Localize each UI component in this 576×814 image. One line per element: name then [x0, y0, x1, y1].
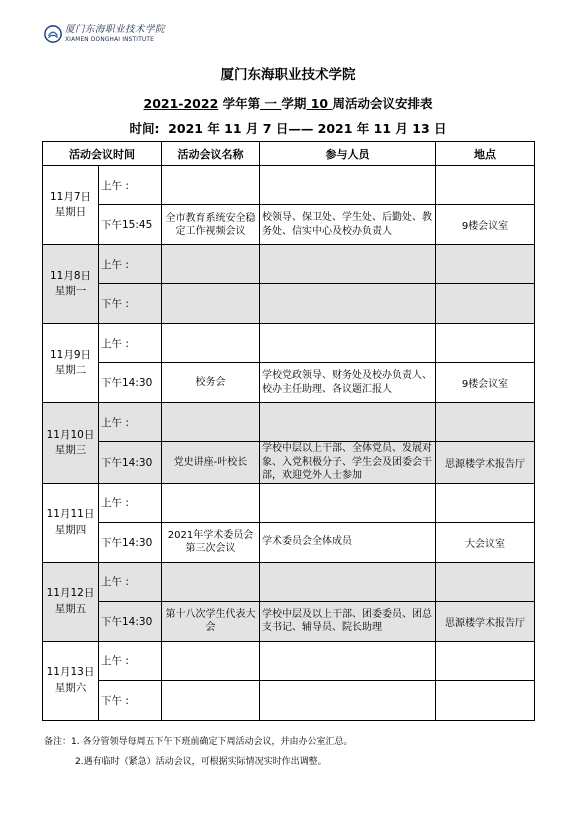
- header-time: 活动会议时间: [43, 142, 162, 166]
- academic-year: 2021-2022: [143, 96, 219, 111]
- afternoon-location: [436, 284, 535, 324]
- note-1: 备注：1. 各分管领导每周五下午下班前确定下周活动会议，并由办公室汇总。: [44, 737, 353, 747]
- schedule-subtitle: [0, 94, 576, 112]
- afternoon-location: [436, 680, 535, 720]
- morning-participants: [260, 166, 436, 205]
- day-cell: [43, 562, 99, 641]
- afternoon-activity: [162, 284, 260, 324]
- morning-activity: [162, 562, 260, 601]
- afternoon-location: 9楼会议室: [436, 205, 535, 245]
- afternoon-participants: 学校党政领导、财务处及校办负责人、校办主任助理、各议题汇报人: [260, 363, 436, 403]
- morning-slot: 上午 :: [99, 403, 162, 442]
- schedule-body: [43, 166, 535, 721]
- day-date: 11月8日: [49, 269, 92, 282]
- institute-logo: [44, 25, 165, 43]
- table-row: [43, 245, 535, 284]
- subtitle-part-2: 学期: [281, 96, 307, 111]
- morning-slot: 上午 :: [99, 562, 162, 601]
- day-cell: [43, 324, 99, 403]
- table-row: [43, 641, 535, 680]
- header-name: 活动会议名称: [162, 142, 260, 166]
- morning-slot: 上午 :: [99, 483, 162, 522]
- document-title: 厦门东海职业技术学院: [220, 67, 356, 83]
- afternoon-activity: 2021年学术委员会第三次会议: [162, 522, 260, 562]
- afternoon-activity: 校务会: [162, 363, 260, 403]
- morning-location: [436, 483, 535, 522]
- afternoon-participants: 学校中层及以上干部、团委委员、团总支书记、辅导员、院长助理: [260, 601, 436, 641]
- morning-activity: [162, 483, 260, 522]
- afternoon-activity: [162, 680, 260, 720]
- notes: [44, 738, 352, 778]
- day-weekday: 星期五: [54, 602, 87, 615]
- table-row: [43, 324, 535, 363]
- note-2: 2.遇有临时（紧急）活动会议，可根据实际情况实时作出调整。: [75, 757, 327, 767]
- subtitle-part-3: 周活动会议安排表: [332, 96, 433, 111]
- day-date: 11月11日: [46, 508, 95, 521]
- day-weekday: 星期四: [54, 523, 87, 536]
- afternoon-participants: 校领导、保卫处、学生处、后勤处、教务处、信实中心及校办负责人: [260, 205, 436, 245]
- morning-location: [436, 245, 535, 284]
- afternoon-participants: [260, 680, 436, 720]
- afternoon-activity: 党史讲座-叶校长: [162, 442, 260, 484]
- morning-participants: [260, 403, 436, 442]
- afternoon-slot: 下午 :: [99, 284, 162, 324]
- afternoon-slot: 下午14:30: [99, 363, 162, 403]
- afternoon-participants: [260, 284, 436, 324]
- logo-english-name: XIAMEN DONGHAI INSTITUTE: [65, 36, 154, 43]
- schedule-table: [42, 141, 535, 721]
- morning-activity: [162, 641, 260, 680]
- morning-location: [436, 324, 535, 363]
- day-cell: [43, 166, 99, 245]
- table-row: [43, 166, 535, 205]
- table-row: [43, 403, 535, 442]
- day-date: 11月7日: [49, 190, 92, 203]
- morning-activity: [162, 324, 260, 363]
- afternoon-participants: 学校中层以上干部、全体党员、发展对象、入党积极分子、学生会及团委会干部，欢迎党外人士参加: [260, 442, 436, 484]
- morning-location: [436, 166, 535, 205]
- morning-activity: [162, 166, 260, 205]
- table-row: [43, 601, 535, 641]
- afternoon-location: 9楼会议室: [436, 363, 535, 403]
- table-row: [43, 680, 535, 720]
- afternoon-slot: 下午15:45: [99, 205, 162, 245]
- afternoon-location: 思源楼学术报告厅: [436, 601, 535, 641]
- afternoon-slot: 下午14:30: [99, 601, 162, 641]
- table-header-row: [43, 142, 535, 166]
- day-weekday: 星期日: [54, 206, 87, 218]
- day-weekday: 星期二: [54, 364, 87, 376]
- morning-activity: [162, 245, 260, 284]
- day-cell: [43, 403, 99, 484]
- day-date: 11月12日: [46, 587, 95, 600]
- day-cell: [43, 245, 99, 324]
- afternoon-location: 思源楼学术报告厅: [436, 442, 535, 484]
- day-date: 11月13日: [46, 666, 95, 679]
- logo-chinese-name: 厦门东海职业技术学院: [65, 24, 166, 35]
- day-cell: [43, 641, 99, 720]
- morning-slot: 上午 :: [99, 166, 162, 205]
- morning-activity: [162, 403, 260, 442]
- afternoon-slot: 下午 :: [99, 680, 162, 720]
- table-row: [43, 522, 535, 562]
- afternoon-slot: 下午14:30: [99, 522, 162, 562]
- term-number: 一: [260, 96, 282, 111]
- week-number: 10: [306, 96, 333, 111]
- day-weekday: 星期六: [54, 681, 87, 694]
- afternoon-slot: 下午14:30: [99, 442, 162, 484]
- morning-slot: 上午 :: [99, 324, 162, 363]
- afternoon-participants: 学术委员会全体成员: [260, 522, 436, 562]
- table-row: [43, 483, 535, 522]
- morning-participants: [260, 324, 436, 363]
- institute-emblem-icon: [44, 25, 62, 43]
- morning-participants: [260, 245, 436, 284]
- header-people: 参与人员: [260, 142, 436, 166]
- table-row: [43, 284, 535, 324]
- table-row: [43, 205, 535, 245]
- schedule-period: 时间: 2021 年 11 月 7 日—— 2021 年 11 月 13 日: [129, 121, 447, 136]
- morning-slot: 上午 :: [99, 245, 162, 284]
- subtitle-part-1: 学年第: [218, 96, 261, 111]
- morning-participants: [260, 562, 436, 601]
- morning-location: [436, 641, 535, 680]
- day-weekday: 星期三: [54, 443, 87, 456]
- morning-slot: 上午 :: [99, 641, 162, 680]
- day-cell: [43, 483, 99, 562]
- morning-location: [436, 403, 535, 442]
- day-weekday: 星期一: [54, 285, 87, 297]
- header-place: 地点: [436, 142, 535, 166]
- afternoon-location: 大会议室: [436, 522, 535, 562]
- table-row: [43, 442, 535, 484]
- table-row: [43, 562, 535, 601]
- afternoon-activity: 全市教育系统安全稳定工作视频会议: [162, 205, 260, 245]
- morning-location: [436, 562, 535, 601]
- morning-participants: [260, 641, 436, 680]
- afternoon-activity: 第十八次学生代表大会: [162, 601, 260, 641]
- table-row: [43, 363, 535, 403]
- morning-participants: [260, 483, 436, 522]
- day-date: 11月9日: [49, 348, 92, 361]
- day-date: 11月10日: [46, 428, 95, 441]
